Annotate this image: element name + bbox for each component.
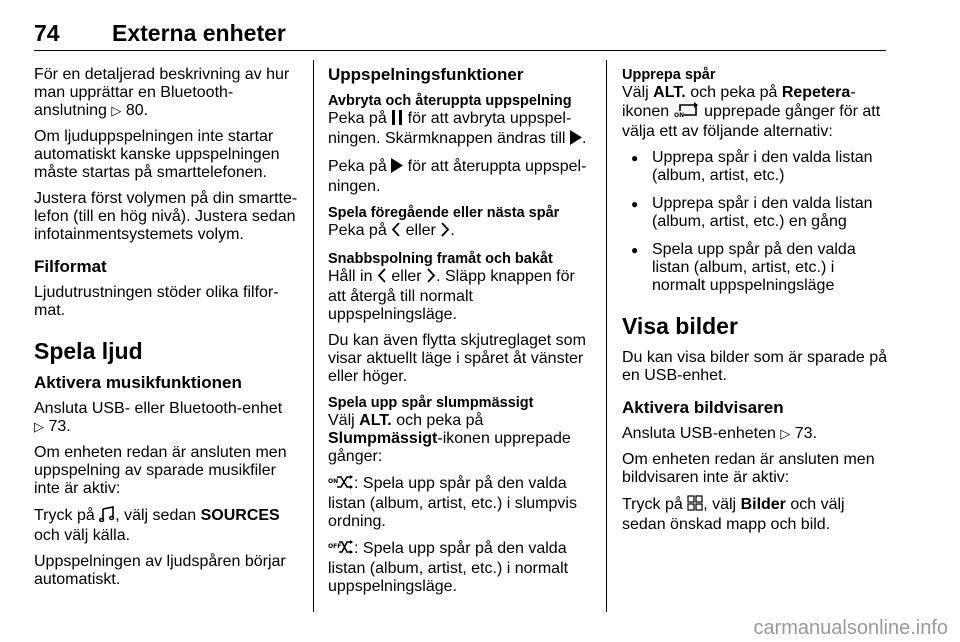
paragraph: Ansluta USB-enheten ▷ 73. — [622, 425, 818, 442]
paragraph: Uppspelningen av ljudspåren börjar automatiskt. — [34, 553, 286, 588]
paragraph: Om enheten redan är ansluten men bildvisaren inte är aktiv: — [622, 451, 875, 486]
subheading-slumpmassigt: Spela upp spår slumpmässigt — [328, 395, 534, 411]
chevron-left-icon — [391, 222, 401, 242]
paragraph: Välj ALT. och peka på Slumpmässigt-ikonen upprepade gånger: — [328, 412, 571, 465]
section-heading-filformat: Filformat — [34, 257, 107, 276]
chapter-title: Externa enheter — [112, 20, 286, 46]
section-heading-aktivera: Aktivera musikfunktionen — [34, 373, 242, 392]
subheading-snabbspolning: Snabbspolning framåt och bakåt — [328, 251, 553, 267]
paragraph: Välj ALT. och peka på Repetera-ikonen ON upprepade gånger för att välja ett av följande alternativ: — [622, 84, 881, 140]
paragraph: Tryck på , välj Bilder och välj sedan önskad mapp och bild. — [622, 496, 845, 533]
paragraph: Om enheten redan är ansluten men uppspelning av sparade musikfiler inte är aktiv: — [34, 444, 287, 497]
watermark: carmanualsonline.info — [753, 617, 948, 639]
reference-arrow-icon: ▷ — [780, 426, 791, 441]
column-3 — [622, 66, 892, 542]
music-note-icon — [99, 506, 115, 527]
chapter-heading-visa-bilder: Visa bilder — [622, 313, 738, 339]
reference-arrow-icon: ▷ — [34, 419, 44, 434]
header-rule — [34, 50, 886, 51]
repeat-icon — [674, 102, 700, 123]
paragraph: För en detaljerad beskrivning av hur man upprättar en Bluetooth-anslutning ▷ 80. — [34, 66, 290, 119]
paragraph: ON : Spela upp spår på den valda listan (album, artist, etc.) i slumpvis ordning. — [328, 475, 577, 530]
section-heading-uppspelning: Uppspelningsfunktioner — [328, 65, 524, 84]
svg-text:ON: ON — [673, 112, 684, 118]
list-item: ● Upprepa spår i den valda listan (album, artist, etc.) en gång — [622, 195, 892, 231]
shuffle-off-icon — [328, 539, 354, 560]
section-heading-bildvisaren: Aktivera bildvisaren — [622, 398, 784, 417]
play-icon — [570, 130, 582, 150]
subheading-upprepa: Upprepa spår — [622, 67, 716, 83]
chevron-right-icon — [440, 222, 450, 242]
paragraph: Ljudutrustningen stöder olika filformat. — [34, 284, 279, 319]
play-icon — [391, 158, 403, 178]
apps-grid-icon — [687, 495, 703, 516]
reference-arrow-icon: ▷ — [111, 103, 122, 118]
option-list — [622, 149, 892, 295]
column-divider — [606, 60, 607, 612]
chapter-heading-spela-ljud: Spela ljud — [34, 338, 143, 364]
paragraph: Håll in eller . Släpp knappen för att återgå till normalt uppspelningsläge. — [328, 268, 575, 323]
pause-icon — [391, 110, 403, 130]
paragraph: Ansluta USB- eller Bluetooth-enhet ▷ 73. — [34, 400, 283, 435]
list-item: ● Upprepa spår i den valda listan (album, artist, etc.) — [622, 149, 892, 185]
column-1 — [34, 66, 302, 597]
paragraph: Du kan även flytta skjutreglaget som visar aktuellt läge i spåret åt vänster eller höger. — [328, 332, 586, 385]
subheading-foregaende: Spela föregående eller nästa spår — [328, 205, 560, 221]
chevron-right-icon — [426, 268, 436, 288]
paragraph: Peka på för att avbryta uppspelningen. Skärmknappen ändras till . — [328, 110, 596, 150]
paragraph: Om ljuduppspelningen inte startar automatiskt kanske uppspelningen måste startas på smarttelefonen. — [34, 128, 280, 181]
page-number: 74 — [34, 20, 60, 46]
paragraph: Peka på för att återuppta uppspelningen. — [328, 158, 587, 195]
svg-text:OFF: OFF — [328, 543, 342, 550]
paragraph: OFF : Spela upp spår på den valda listan (album, artist, etc.) i normalt uppspelningsläge. — [328, 540, 569, 595]
shuffle-on-icon — [328, 474, 354, 495]
column-2 — [328, 66, 596, 604]
chevron-left-icon — [377, 268, 387, 288]
svg-text:ON: ON — [328, 478, 339, 485]
paragraph: Tryck på , välj sedan SOURCES och välj källa. — [34, 507, 280, 544]
subheading-avbryta: Avbryta och återuppta uppspelning — [328, 93, 572, 109]
column-divider — [313, 60, 314, 612]
page-header — [34, 20, 886, 50]
paragraph: Peka på eller . — [328, 222, 596, 242]
paragraph: Du kan visa bilder som är sparade på en USB-enhet. — [622, 349, 888, 384]
list-item: ● Spela upp spår på den valda listan (album, artist, etc.) i normalt uppspelningsläge — [622, 241, 892, 295]
paragraph: Justera först volymen på din smarttelefon (till en hög nivå). Justera sedan infotainmentsystemets volym. — [34, 190, 298, 243]
